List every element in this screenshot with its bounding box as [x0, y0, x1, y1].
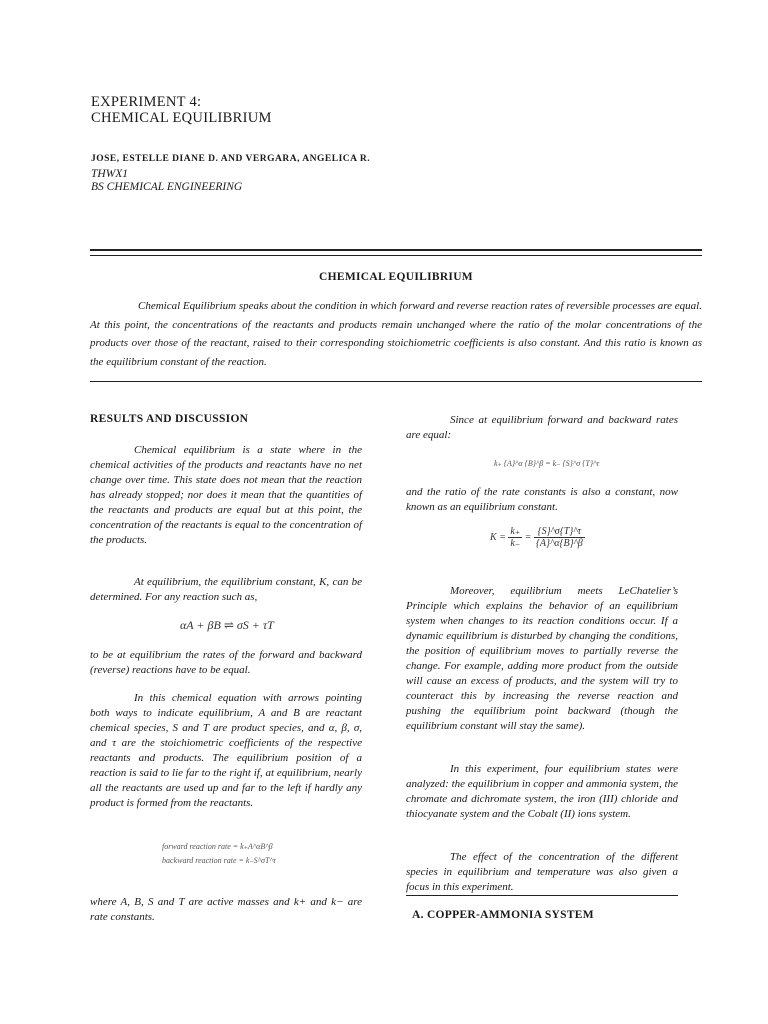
left-paragraph-3: to be at equilibrium the rates of the forward and backward (reverse) reactions have to be equal. — [90, 649, 362, 676]
forward-rate-equation: forward reaction rate = k₊A^αB^β — [162, 842, 273, 851]
left-paragraph-2: At equilibrium, the equilibrium constant, K, can be determined. For any reaction such as, — [90, 576, 362, 603]
header-divider-bottom — [90, 255, 702, 256]
authors: JOSE, ESTELLE DIANE D. AND VERGARA, ANGELICA R. — [91, 154, 371, 164]
results-heading: RESULTS AND DISCUSSION — [90, 413, 249, 425]
right-paragraph-2: and the ratio of the rate constants is also a constant, now known as an equilibrium constant. — [406, 486, 678, 513]
equilibrium-constant-equation: K = $\frac{k_+}{k_-}$ = $\frac{\{S\}\^{}\sigma\{T\}\^{}\tau}{\{A\}\^{}\alpha\{B\}\^{}\beta}$ — [490, 526, 583, 549]
abstract-heading: CHEMICAL EQUILIBRIUM — [319, 271, 473, 283]
header-divider-top — [90, 249, 702, 251]
experiment-title: CHEMICAL EQUILIBRIUM — [91, 110, 272, 126]
copper-ammonia-heading: A. COPPER-AMMONIA SYSTEM — [412, 909, 594, 921]
program-name: BS CHEMICAL ENGINEERING — [91, 181, 243, 193]
abstract-text: Chemical Equilibrium speaks about the condition in which forward and reverse reaction rates of reversible processes are equal. At this point, the concentrations of the reactants and products remain unchanged where the ratio of the molar concentrations of the products over those of the reactant, raised to their corresponding stoichiometric coefficients is also constant. And this ratio is known as the equilibrium constant of the reaction. — [90, 300, 702, 368]
abstract-divider — [90, 381, 702, 382]
reaction-equation: αA + βB ⇌ σS + τT — [180, 618, 274, 632]
right-paragraph-4: In this experiment, four equilibrium states were analyzed: the equilibrium in copper and ammonia system, the chromate and dichromate system, the iron (III) chloride and thiocyanate system and the Cobalt (II) ions system. — [406, 763, 678, 820]
experiment-number: EXPERIMENT 4: — [91, 94, 202, 110]
left-paragraph-1: Chemical equilibrium is a state where in the chemical activities of the products and reactants have no net change over time. This state does not mean that the reaction has already stopped; nor does it mean that the quantities of the reactants and products are equal but at this point, the concentration of the reactants is equal to the concentration of the products. — [90, 444, 362, 546]
section-code: THWX1 — [91, 168, 129, 180]
rate-equality-equation: k₊ {A}^α {B}^β = k₋ {S}^σ {T}^τ — [494, 459, 600, 468]
right-paragraph-3: Moreover, equilibrium meets LeChatelier’s Principle which explains the behavior of an equilibrium system when changes to its reaction conditions occur. If a dynamic equilibrium is disturbed by changing the conditions, the position of equilibrium moves to partially reverse the change. For example, adding more product from the outside will cause an excess of products, and the system will try to counteract this by increasing the reverse reaction and pushing the equilibrium point backward (though the equilibrium constant will stay the same). — [406, 585, 678, 732]
right-paragraph-5: The effect of the concentration of the different species in equilibrium and temperature was also given a focus in this experiment. — [406, 851, 678, 893]
section-divider — [406, 895, 678, 896]
right-paragraph-1: Since at equilibrium forward and backward rates are equal: — [406, 414, 678, 441]
backward-rate-equation: backward reaction rate = k₋S^σT^τ — [162, 856, 276, 865]
left-paragraph-4: In this chemical equation with arrows pointing both ways to indicate equilibrium, A and B are reactant chemical species, S and T are product species, and α, β, σ, and τ are the stoichiometric coefficients of the respective reactants and products. The equilibrium position of a reaction is said to lie far to the right if, at equilibrium, nearly all the reactants are used up and far to the left if hardly any product is formed from the reactants. — [90, 692, 362, 809]
left-paragraph-5: where A, B, S and T are active masses and k+ and k− are rate constants. — [90, 896, 362, 923]
